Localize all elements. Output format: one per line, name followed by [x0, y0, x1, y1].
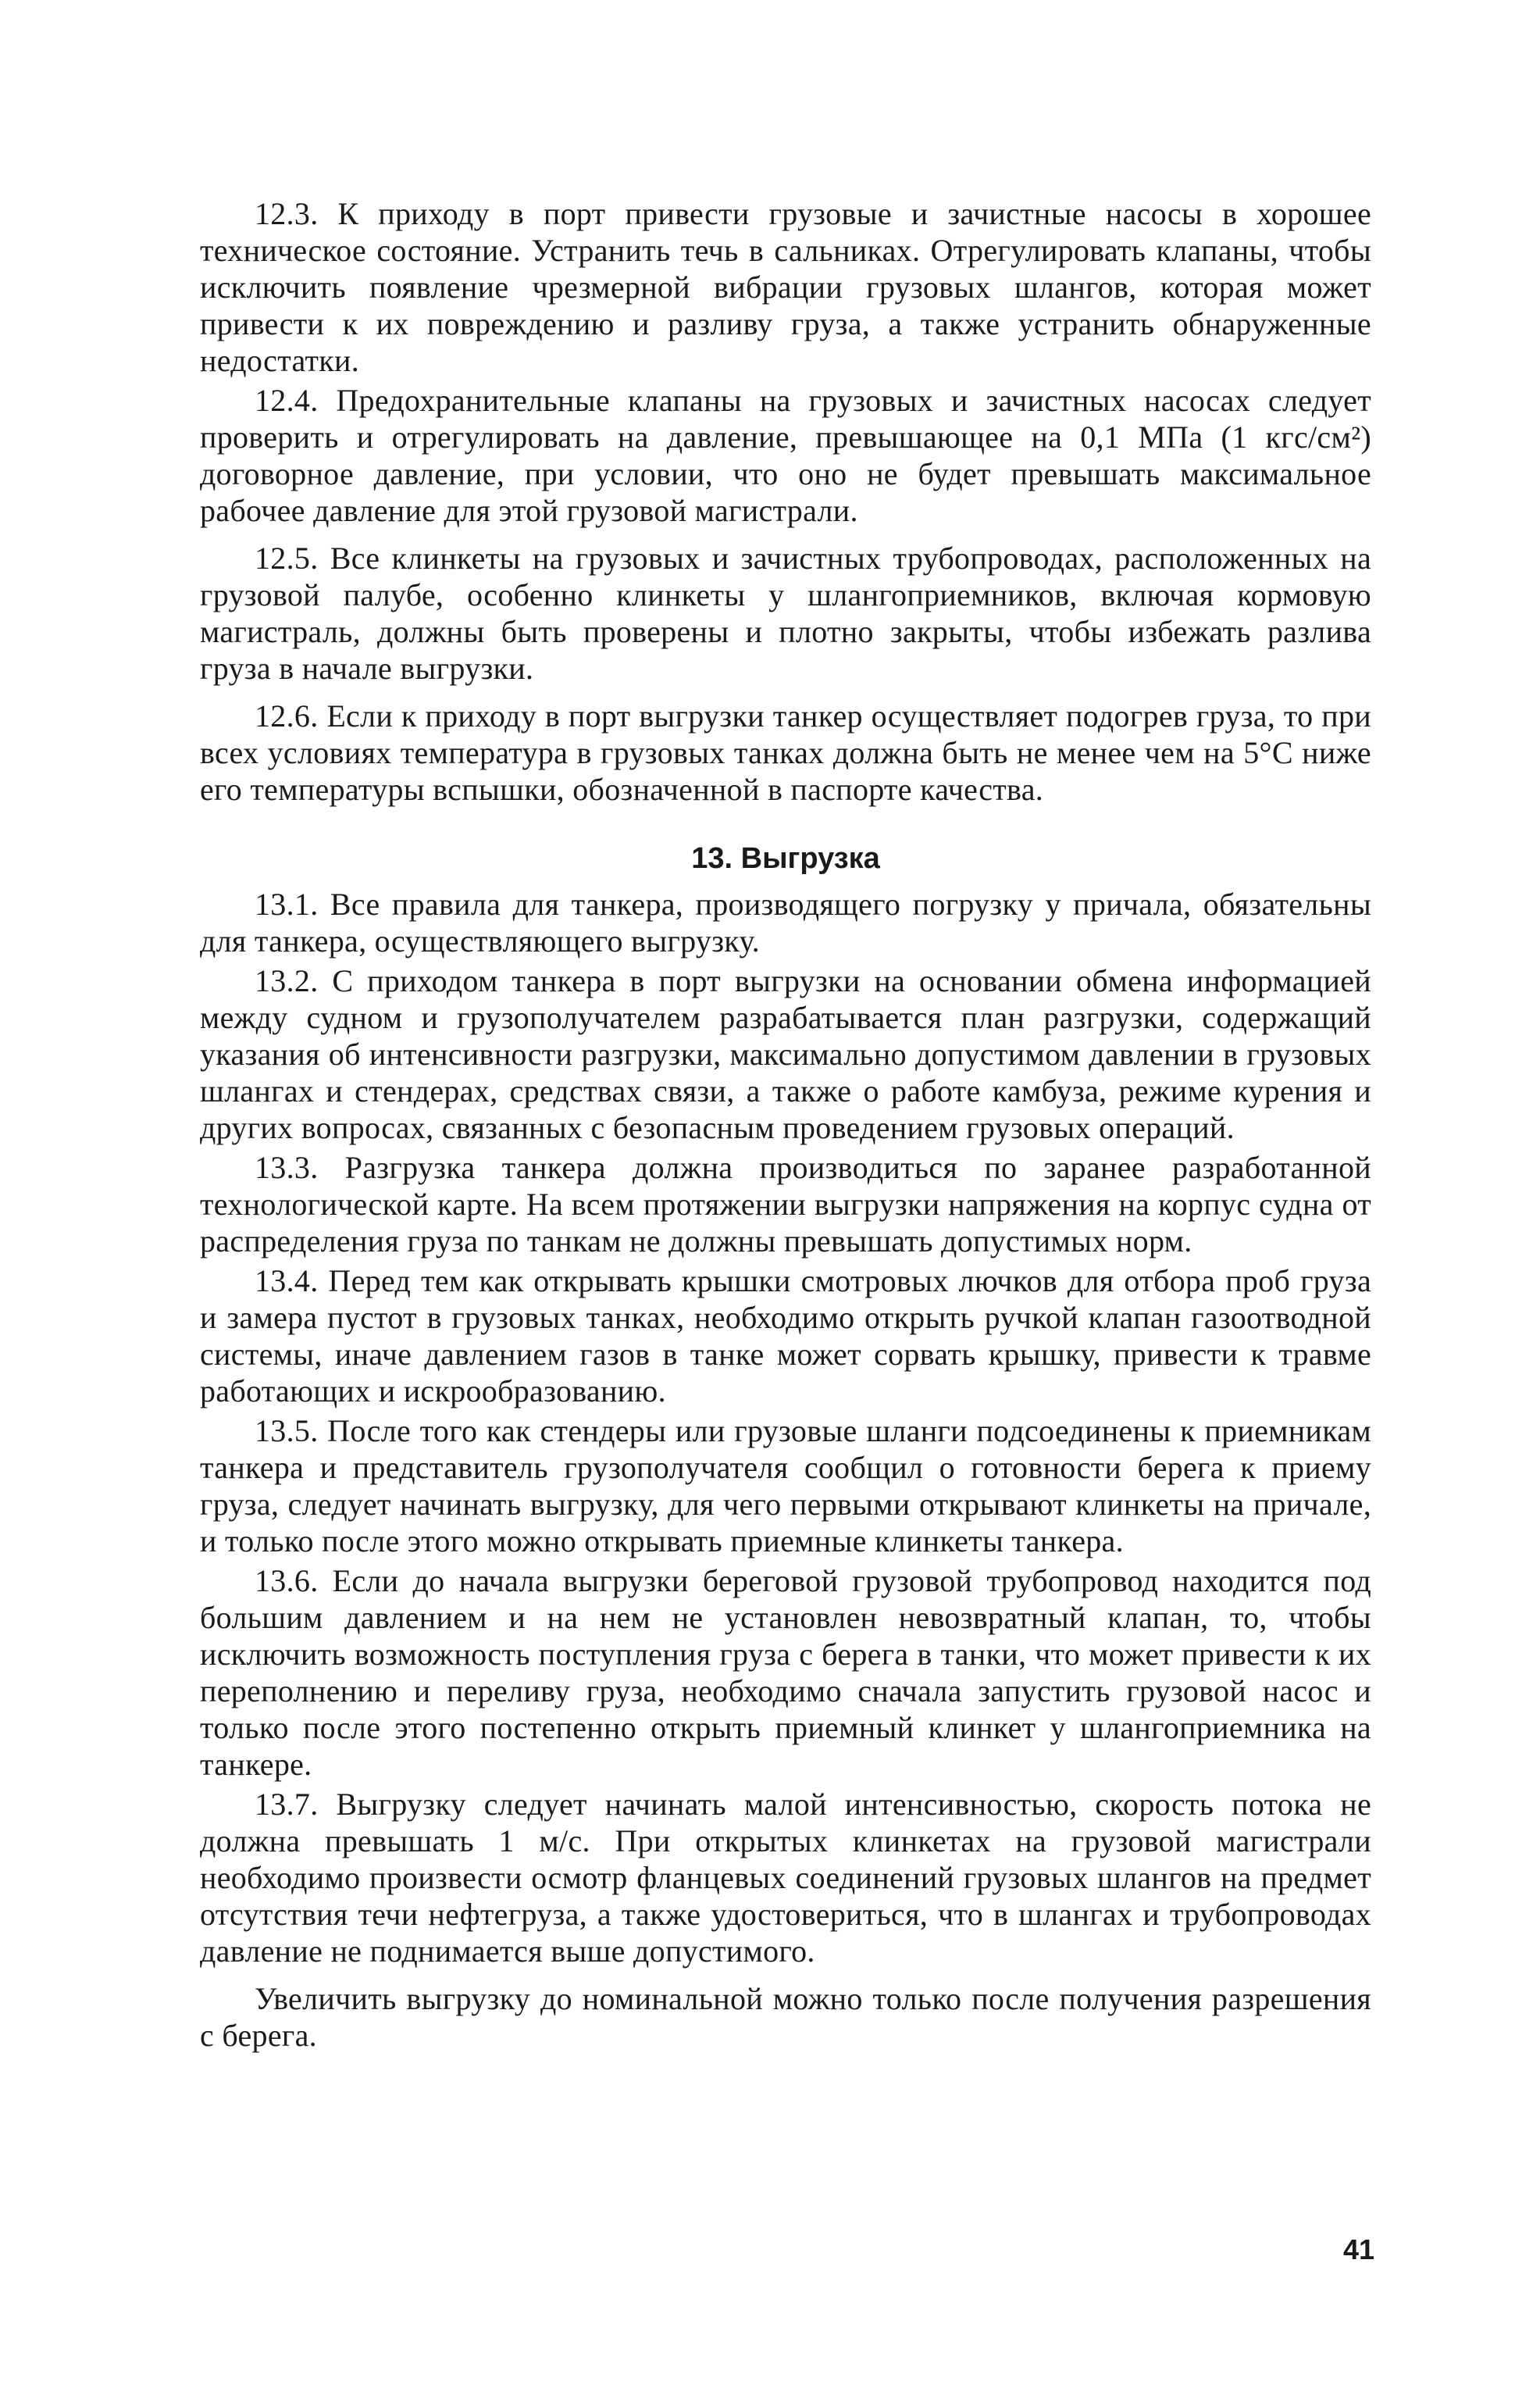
- page-number: 41: [1342, 2233, 1374, 2265]
- paragraph-13-2: 13.2. С приходом танкера в порт выгрузки на основании обмена информацией между судном и грузополучателем разрабатывается план разгрузки, содержащий указания об интенсивности разгрузки, максимально допустимом давлении в грузовых шлангах и стендерах, средствах связи, а также о работе камбуза, режиме курения и других вопросах, связанных с безопасным проведением грузовых операций.: [200, 963, 1371, 1145]
- paragraph-13-4: 13.4. Перед тем как открывать крышки смотровых лючков для отбора проб груза и замера пустот в грузовых танках, необходимо открыть ручкой клапан газоотводной системы, иначе давлением газов в танке может сорвать крышку, привести к травме работающих и искрообразованию.: [200, 1263, 1371, 1408]
- paragraph-13-7-continuation: Увеличить выгрузку до номинальной можно только после получения разрешения с берега.: [200, 1981, 1371, 2053]
- paragraph-12-3: 12.3. К приходу в порт привести грузовые и зачистные насосы в хорошее техническое состояние. Устранить течь в сальниках. Отрегулировать клапаны, чтобы исключить появление чрезмерной вибрации грузовых шлангов, которая может привести к их повреждению и разливу груза, а также устранить обнаруженные недостатки.: [200, 196, 1371, 378]
- paragraph-13-3: 13.3. Разгрузка танкера должна производиться по заранее разработанной технологической карте. На всем протяжении выгрузки напряжения на корпус судна от распределения груза по танкам не должны превышать допустимых норм.: [200, 1150, 1371, 1258]
- document-page: [200, 195, 1371, 2054]
- paragraph-12-4: 12.4. Предохранительные клапаны на грузовых и зачистных насосах следует проверить и отрегулировать на давление, превышающее на 0,1 МПа (1 кгс/см²) договорное давление, при условии, что оно не будет превышать максимальное рабочее давление для этой грузовой магистрали.: [200, 383, 1371, 528]
- paragraph-12-5: 12.5. Все клинкеты на грузовых и зачистных трубопроводах, расположенных на грузовой палубе, особенно клинкеты у шлангоприемников, включая кормовую магистраль, должны быть проверены и плотно закрыты, чтобы избежать разлива груза в начале выгрузки.: [200, 541, 1371, 686]
- paragraph-13-6: 13.6. Если до начала выгрузки береговой грузовой трубопровод находится под большим давлением и на нем не установлен невозвратный клапан, то, чтобы исключить возможность поступления груза с берега в танки, что может привести к их переполнению и переливу груза, необходимо сначала запустить грузовой насос и только после этого постепенно открыть приемный клинкет у шлангоприемника на танкере.: [200, 1563, 1371, 1782]
- paragraph-13-1: 13.1. Все правила для танкера, производящего погрузку у причала, обязательны для танкера, осуществляющего выгрузку.: [200, 887, 1371, 959]
- section-heading-13: 13. Выгрузка: [691, 842, 880, 875]
- paragraph-13-7: 13.7. Выгрузку следует начинать малой интенсивностью, скорость потока не должна превышать 1 м/с. При открытых клинкетах на грузовой магистрали необходимо произвести осмотр фланцевых соединений грузовых шлангов на предмет отсутствия течи нефтегруза, а также удостовериться, что в шлангах и трубопроводах давление не поднимается выше допустимого.: [200, 1787, 1371, 1969]
- paragraph-12-6: 12.6. Если к приходу в порт выгрузки танкер осуществляет подогрев груза, то при всех условиях температура в грузовых танках должна быть не менее чем на 5°С ниже его температуры вспышки, обозначенной в паспорте качества.: [200, 698, 1371, 807]
- paragraph-13-5: 13.5. После того как стендеры или грузовые шланги подсоединены к приемникам танкера и представитель грузополучателя сообщил о готовности берега к приему груза, следует начинать выгрузку, для чего первыми открывают клинкеты на причале, и только после этого можно открывать приемные клинкеты танкера.: [200, 1413, 1371, 1558]
